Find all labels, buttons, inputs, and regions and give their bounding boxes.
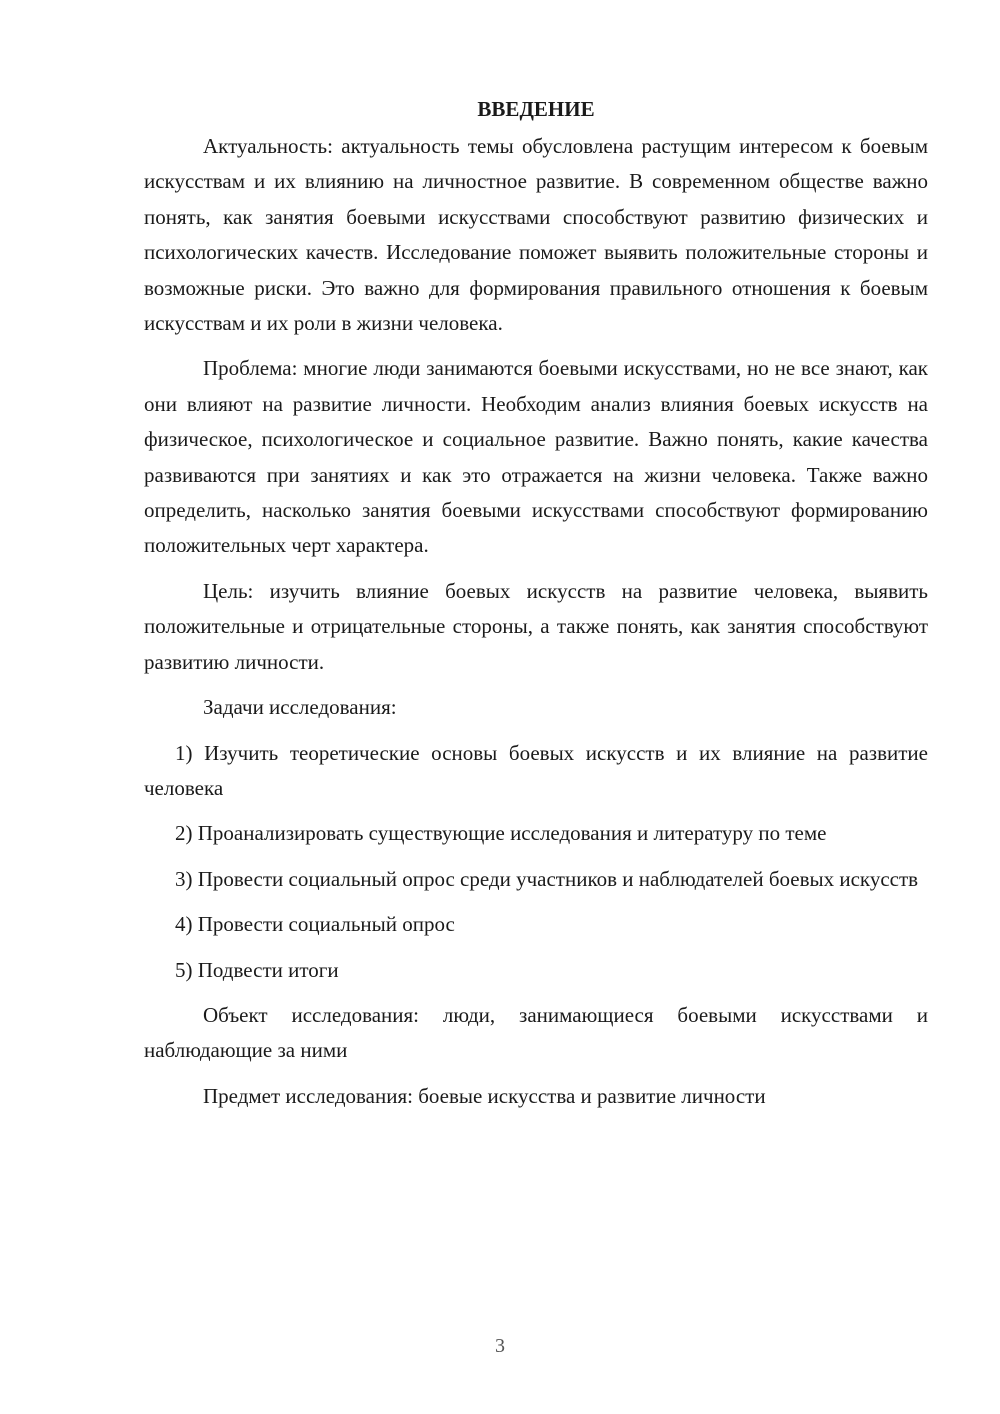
paragraph-tasks-intro: Задачи исследования: [203, 695, 397, 720]
paragraph-goal: Цель: изучить влияние боевых искусств на развитие человека, выявить положительные и отрицательные стороны, а также понять, как занятия способствуют развитию личности. [144, 578, 928, 674]
page-number: 3 [495, 1335, 505, 1357]
task-item: 3) Провести социальный опрос среди участников и наблюдателей боевых искусств [175, 866, 919, 891]
paragraph-relevance: Актуальность: актуальность темы обусловлена растущим интересом к боевым искусствам и их влиянию на личностное развитие. В современном обществе важно понять, как занятия боевыми искусствами способствуют развитию физических и психологических качеств. Исследование поможет выявить положительные стороны и возможные риски. Это важно для формирования правильного отношения к боевым искусствам и их роли в жизни человека. [144, 134, 928, 336]
page-content [144, 92, 928, 1114]
section-heading: ВВЕДЕНИЕ [477, 97, 595, 121]
paragraph-subject: Предмет исследования: боевые искусства и развитие личности [203, 1083, 766, 1108]
task-item: 5) Подвести итоги [175, 957, 339, 982]
task-item: 4) Провести социальный опрос [175, 912, 455, 937]
paragraph-problem: Проблема: многие люди занимаются боевыми искусствами, но не все знают, как они влияют на развитие личности. Необходим анализ влияния боевых искусств на физическое, психологическое и социальное развитие. Важно понять, какие качества развиваются при занятиях и как это отражается на жизни человека. Также важно определить, насколько занятия боевыми искусствами способствуют формированию положительных черт характера. [144, 356, 928, 558]
task-item: 1) Изучить теоретические основы боевых искусств и их влияние на развитие человека [144, 740, 928, 800]
paragraph-object: Объект исследования: люди, занимающиеся боевыми искусствами и наблюдающие за ними [144, 1002, 928, 1063]
task-item: 2) Проанализировать существующие исследования и литературу по теме [175, 821, 827, 846]
